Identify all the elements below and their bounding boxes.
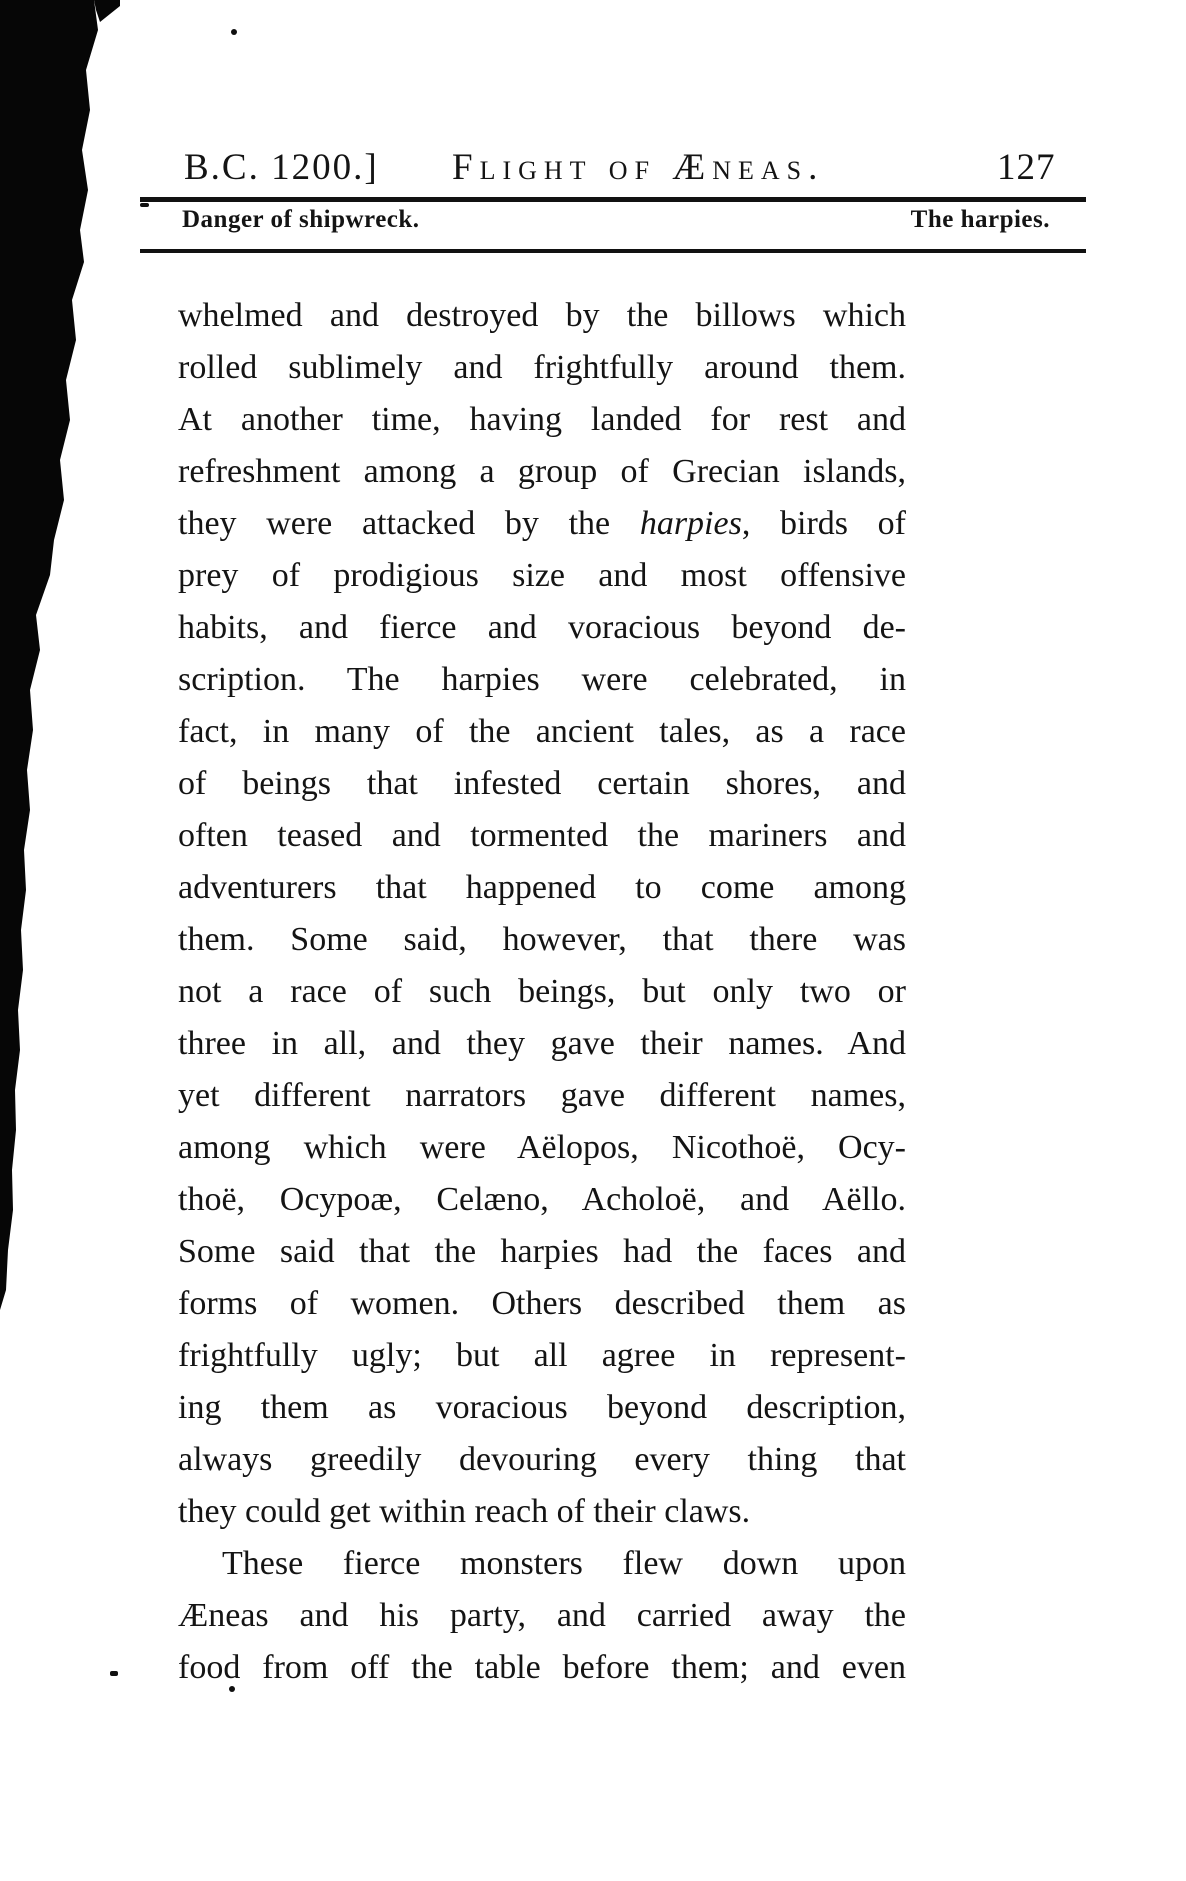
running-head-left: Danger of shipwreck.	[182, 206, 420, 233]
text-line	[178, 342, 906, 394]
text-segment: prey of prodigious size and most offensive	[178, 557, 906, 594]
text-line	[178, 1642, 906, 1694]
text-line	[178, 1330, 906, 1382]
era-label: B.C. 1200.]	[184, 147, 379, 188]
ink-speck	[140, 203, 149, 207]
italic-text: harpies	[639, 505, 742, 542]
text-line	[178, 706, 906, 758]
running-heads	[182, 206, 1050, 234]
text-segment: forms of women. Others described them as	[178, 1285, 906, 1322]
text-line	[178, 550, 906, 602]
ink-speck	[110, 1671, 118, 1676]
header-rule-top	[140, 197, 1086, 202]
body-text	[178, 290, 906, 1694]
text-line	[178, 1278, 906, 1330]
text-segment: always greedily devouring every thing that	[178, 1441, 906, 1478]
text-segment: food from off the table before them; and even	[178, 1649, 906, 1686]
text-line	[178, 1538, 906, 1590]
text-line	[178, 1382, 906, 1434]
text-segment: Some said that the harpies had the faces and	[178, 1233, 906, 1270]
text-line	[178, 602, 906, 654]
text-segment: scription. The harpies were celebrated, in	[178, 661, 906, 698]
text-line	[178, 1018, 906, 1070]
text-line	[178, 758, 906, 810]
text-segment: three in all, and they gave their names. And	[178, 1025, 906, 1062]
text-segment: frightfully ugly; but all agree in represent-	[178, 1337, 906, 1374]
text-segment: among which were Aëlopos, Nicothoë, Ocy-	[178, 1129, 906, 1166]
text-segment: refreshment among a group of Grecian islands,	[178, 453, 906, 490]
gutter-shadow	[0, 0, 120, 1320]
text-line	[178, 446, 906, 498]
page-number: 127	[997, 147, 1056, 188]
text-line	[178, 810, 906, 862]
page-title: Flight of Æneas.	[452, 147, 825, 188]
text-segment: Æneas and his party, and carried away the	[178, 1597, 906, 1634]
text-segment: not a race of such beings, but only two or	[178, 973, 906, 1010]
text-line	[178, 654, 906, 706]
text-segment: whelmed and destroyed by the billows which	[178, 297, 906, 334]
text-segment: them. Some said, however, that there was	[178, 921, 906, 958]
text-segment: thoë, Ocypoæ, Celæno, Acholoë, and Aëllo.	[178, 1181, 906, 1218]
text-segment: ing them as voracious beyond description,	[178, 1389, 906, 1426]
text-segment: , birds of	[741, 505, 907, 542]
text-line	[178, 914, 906, 966]
text-line	[178, 966, 906, 1018]
text-line	[178, 862, 906, 914]
text-segment: often teased and tormented the mariners and	[178, 817, 906, 854]
text-line	[178, 1434, 906, 1486]
text-line	[178, 498, 906, 550]
header-rule-bottom	[140, 249, 1086, 253]
ink-speck	[231, 29, 237, 35]
text-segment: At another time, having landed for rest and	[178, 401, 906, 438]
text-line	[178, 394, 906, 446]
text-line	[178, 1226, 906, 1278]
text-segment: habits, and fierce and voracious beyond de-	[178, 609, 906, 646]
text-segment: yet different narrators gave different names,	[178, 1077, 906, 1114]
running-head-right: The harpies.	[910, 206, 1050, 233]
text-line	[178, 1070, 906, 1122]
text-line	[178, 1590, 906, 1642]
text-line	[178, 1486, 906, 1538]
text-segment: of beings that infested certain shores, and	[178, 765, 906, 802]
text-segment: they were attacked by the	[178, 505, 640, 542]
text-line	[178, 1174, 906, 1226]
text-line	[178, 1122, 906, 1174]
text-line	[178, 290, 906, 342]
text-segment: they could get within reach of their claws.	[178, 1493, 751, 1530]
text-segment: These fierce monsters flew down upon	[222, 1545, 906, 1582]
text-segment: adventurers that happened to come among	[178, 869, 906, 906]
text-segment: fact, in many of the ancient tales, as a race	[178, 713, 906, 750]
text-segment: rolled sublimely and frightfully around them.	[178, 349, 906, 386]
